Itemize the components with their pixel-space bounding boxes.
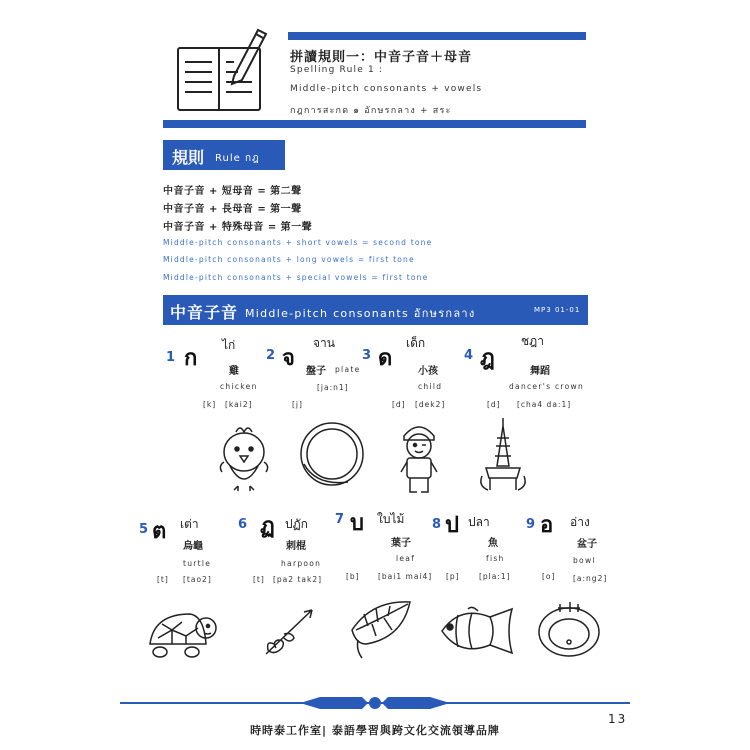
chinese-meaning: 葉子 xyxy=(391,538,411,549)
child-icon xyxy=(396,418,442,496)
bowl-icon xyxy=(536,600,602,660)
rule-en-1: Middle-pitch consonants + short vowels = second tone xyxy=(163,238,433,247)
item-number: 4 xyxy=(464,348,474,363)
consonant-ipa: [t] xyxy=(157,575,169,584)
thai-word: ใบไม้ xyxy=(377,512,405,526)
rule-en-2: Middle-pitch consonants + long vowels = first tone xyxy=(163,255,415,264)
thai-consonant: ป xyxy=(445,513,459,538)
thai-consonant: ต xyxy=(152,519,167,544)
item-number: 5 xyxy=(139,522,149,537)
word-ipa: [ja:n1] xyxy=(317,383,349,392)
thai-word: จาน xyxy=(313,336,335,350)
word-ipa: [cha4 da:1] xyxy=(517,400,572,409)
item-number: 6 xyxy=(238,517,248,532)
word-ipa: [kai2] xyxy=(225,400,253,409)
consonant-ipa: [o] xyxy=(542,572,556,581)
section-title-en: Middle-pitch consonants อักษรกลาง xyxy=(245,307,476,320)
chinese-meaning: 刺棍 xyxy=(286,541,306,552)
word-ipa: [pa2 tak2] xyxy=(273,575,323,584)
harpoon-icon xyxy=(260,604,320,660)
item-number: 8 xyxy=(432,517,442,532)
thai-consonant: ฎ xyxy=(480,346,495,371)
thai-word: เด็ก xyxy=(406,336,426,350)
plate-icon xyxy=(298,420,366,488)
rule-en-3: Middle-pitch consonants + special vowels = first tone xyxy=(163,273,429,282)
thai-word: ไก่ xyxy=(222,338,236,352)
thai-word: อ่าง xyxy=(570,515,590,529)
english-meaning-inline: plate xyxy=(335,365,361,374)
page-title: 拼讀規則一：中音子音＋母音 xyxy=(290,50,473,65)
subtitle-line-1: Spelling Rule 1 : xyxy=(290,65,384,75)
item-number: 2 xyxy=(266,348,276,363)
fish-icon xyxy=(438,605,518,657)
thai-consonant: จ xyxy=(282,346,295,371)
chinese-meaning: 烏龜 xyxy=(183,541,203,552)
section-title-zh: 中音子音 xyxy=(170,303,239,322)
subtitle-line-2: Middle-pitch consonants + vowels xyxy=(290,84,483,94)
item-number: 3 xyxy=(362,348,372,363)
word-ipa: [bai1 mai4] xyxy=(378,572,433,581)
rule-box xyxy=(163,140,285,170)
word-ipa: [a:ng2] xyxy=(573,574,608,583)
english-meaning: bowl xyxy=(573,556,596,565)
english-meaning: turtle xyxy=(183,559,212,568)
thai-word: เต่า xyxy=(180,517,199,531)
footer-ornament xyxy=(300,694,450,712)
chinese-meaning: 盆子 xyxy=(577,539,597,550)
page-number: 13 xyxy=(608,712,628,726)
word-ipa: [dek2] xyxy=(415,400,446,409)
thai-consonant: ก xyxy=(184,346,198,371)
chinese-meaning: 盤子 xyxy=(306,366,326,377)
chinese-meaning: 小孩 xyxy=(418,366,438,377)
consonant-ipa: [d] xyxy=(487,400,501,409)
rule-zh-1: 中音子音 + 短母音 = 第二聲 xyxy=(163,186,302,197)
english-meaning: dancer's crown xyxy=(509,382,585,391)
footer-brand: 時時泰工作室| 泰語學習與跨文化交流領導品牌 xyxy=(250,724,500,737)
consonant-ipa: [j] xyxy=(292,400,303,409)
mp3-label: MP3 01-01 xyxy=(534,306,581,314)
thai-word: ชฎา xyxy=(521,334,544,348)
thai-consonant: ด xyxy=(378,346,393,371)
rule-box-zh: 規則 xyxy=(172,148,205,167)
item-number: 9 xyxy=(526,517,536,532)
chinese-meaning: 雞 xyxy=(229,366,239,377)
consonant-ipa: [b] xyxy=(346,572,360,581)
word-ipa: [tao2] xyxy=(183,575,212,584)
consonant-ipa: [t] xyxy=(253,575,265,584)
section-bar xyxy=(163,295,588,325)
rule-zh-2: 中音子音 + 長母音 = 第一聲 xyxy=(163,204,302,215)
chicken-icon xyxy=(214,422,274,492)
crown-icon xyxy=(478,416,528,494)
subtitle-line-3: กฎการสะกด ๑ อักษรกลาง + สระ xyxy=(290,106,452,116)
thai-consonant: อ xyxy=(540,513,554,538)
book-pencil-icon xyxy=(172,24,270,116)
item-number: 1 xyxy=(166,350,176,365)
english-meaning: child xyxy=(418,382,443,391)
item-number: 7 xyxy=(335,512,345,527)
consonant-ipa: [k] xyxy=(203,400,217,409)
english-meaning: harpoon xyxy=(281,559,322,568)
rule-box-en: Rule กฎ xyxy=(215,153,260,164)
header-bottom-bar xyxy=(163,120,586,128)
english-meaning: fish xyxy=(486,554,505,563)
header-top-bar xyxy=(288,32,586,40)
english-meaning: leaf xyxy=(396,554,416,563)
chinese-meaning: 舞蹈 xyxy=(530,366,550,377)
rule-zh-3: 中音子音 + 特殊母音 = 第一聲 xyxy=(163,222,313,233)
leaf-icon xyxy=(348,600,414,660)
turtle-icon xyxy=(144,608,218,660)
thai-consonant: ฏ xyxy=(260,514,275,539)
thai-word: ปลา xyxy=(468,515,490,529)
chinese-meaning: 魚 xyxy=(488,538,498,549)
thai-consonant: บ xyxy=(350,511,364,536)
thai-word: ปฏัก xyxy=(285,517,308,531)
consonant-ipa: [p] xyxy=(446,572,460,581)
english-meaning: chicken xyxy=(220,382,258,391)
word-ipa: [pla:1] xyxy=(479,572,511,581)
consonant-ipa: [d] xyxy=(392,400,406,409)
